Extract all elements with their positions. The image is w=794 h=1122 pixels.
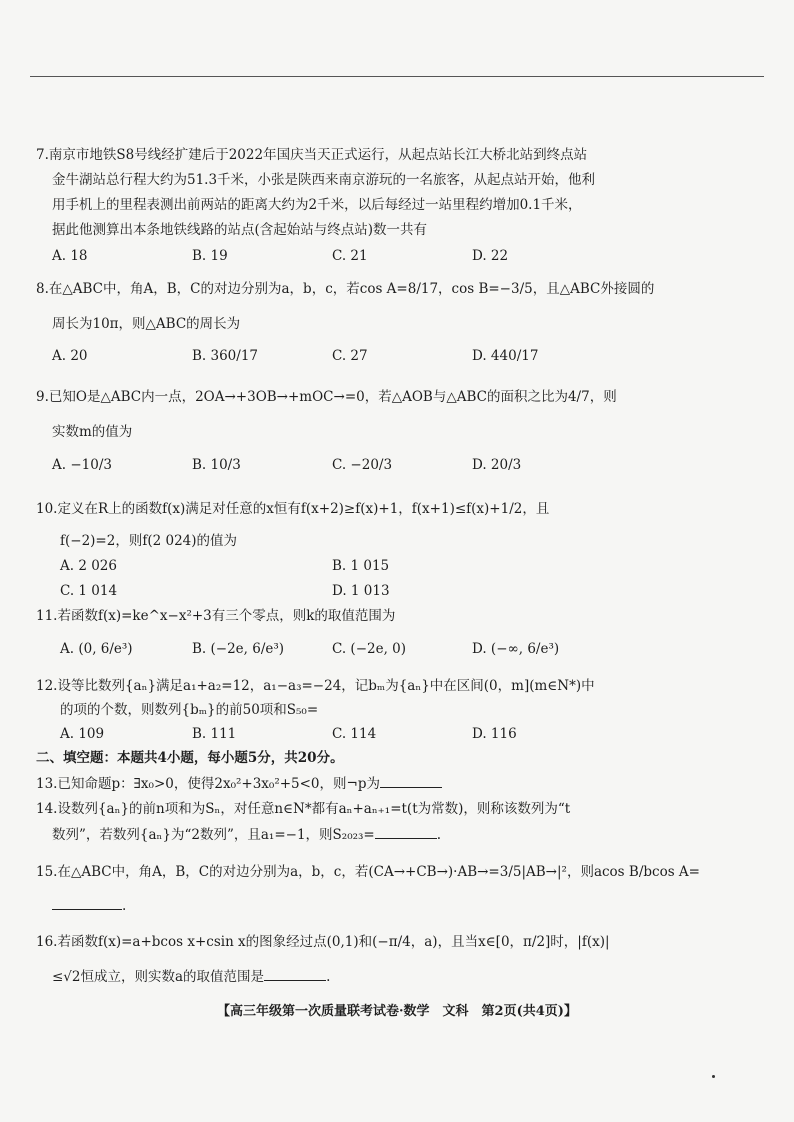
q7-option-d: D. 22 — [472, 248, 509, 264]
q13-line — [36, 775, 442, 793]
q7-line-1: 7.南京市地铁S8号线经扩建后于2022年国庆当天正式运行，从起点站长江大桥北站到终点站 — [36, 147, 588, 163]
q12-line-2: 的项的个数，则数列{bₘ}的前50项和S₅₀= — [60, 702, 319, 718]
q10-option-d: D. 1 013 — [332, 583, 390, 599]
q11-option-d: D. (−∞, 6/e³) — [472, 641, 560, 657]
q10-option-b: B. 1 015 — [332, 558, 390, 574]
q11-option-a: A. (0, 6/e³) — [60, 641, 133, 657]
q8-option-c: C. 27 — [332, 348, 368, 364]
q7-line-2: 金牛湖站总行程大约为51.3千米，小张是陕西来南京游玩的一名旅客，从起点站开始，他利 — [52, 172, 596, 188]
q14-text-2: 数列”，若数列{aₙ}为“2数列”，且a₁=−1，则S₂₀₂₃= — [52, 827, 375, 843]
q10-option-a: A. 2 026 — [60, 558, 117, 574]
q9-option-a: A. −10/3 — [52, 457, 112, 473]
q11-line-1: 11.若函数f(x)=ke^x−x²+3有三个零点，则k的取值范围为 — [36, 608, 396, 624]
q7-line-4: 据此他测算出本条地铁线路的站点(含起始站与终点站)数一共有 — [52, 222, 428, 238]
q16-line-1: 16.若函数f(x)=a+bcos x+csin x的图象经过点(0,1)和(−π/4，a)，且当x∈[0，π/2]时，|f(x)| — [36, 934, 610, 950]
q14-line-1: 14.设数列{aₙ}的前n项和为Sₙ，对任意n∈N*都有aₙ+aₙ₊₁=t(t为常数)，则称该数列为“t — [36, 801, 571, 817]
q11-option-b: B. (−2e, 6/e³) — [192, 641, 285, 657]
q12-option-b: B. 111 — [192, 726, 237, 742]
page-footer: 【高三年级第一次质量联考试卷·数学 文科 第2页(共4页)】 — [217, 1004, 577, 1019]
q14-line-2: 数列”，若数列{aₙ}为“2数列”，且a₁=−1，则S₂₀₂₃= . — [52, 827, 442, 843]
q8-option-b: B. 360/17 — [192, 348, 258, 364]
scan-speck — [712, 1075, 715, 1078]
q16-text-2: ≤√2恒成立，则实数a的取值范围是 — [52, 969, 265, 985]
q9-option-b: B. 10/3 — [192, 457, 241, 473]
q7-option-b: B. 19 — [192, 248, 228, 264]
q14-answer-blank[interactable] — [375, 826, 437, 839]
q7-option-c: C. 21 — [332, 248, 368, 264]
q11-option-c: C. (−2e, 0) — [332, 641, 407, 657]
q16-answer-blank[interactable] — [264, 968, 326, 981]
q12-option-c: C. 114 — [332, 726, 377, 742]
q15-line: 15.在△ABC中，角A，B，C的对边分别为a，b，c，若(CA→+CB→)·AB→=3/5|AB→|²，则acos B/bcos A= — [36, 864, 700, 880]
q16-line-2: ≤√2恒成立，则实数a的取值范围是 . — [52, 969, 331, 985]
q12-option-a: A. 109 — [60, 726, 105, 742]
q7-option-a: A. 18 — [52, 248, 88, 264]
q8-option-d: D. 440/17 — [472, 348, 539, 364]
q9-option-d: D. 20/3 — [472, 457, 522, 473]
q8-line-2: 周长为10π，则△ABC的周长为 — [52, 316, 241, 332]
q13-text: 13.已知命题p：∃x₀>0，使得2x₀²+3x₀²+5<0，则¬p为 — [36, 776, 380, 792]
q8-line-1: 8.在△ABC中，角A，B，C的对边分别为a，b，c，若cos A=8/17，cos B=−3/5，且△ABC外接圆的 — [36, 281, 655, 297]
q12-line-1: 12.设等比数列{aₙ}满足a₁+a₂=12，a₁−a₃=−24，记bₘ为{aₙ}中在区间(0，m](m∈N*)中 — [36, 678, 595, 694]
q12-option-d: D. 116 — [472, 726, 517, 742]
q9-option-c: C. −20/3 — [332, 457, 393, 473]
top-divider — [30, 76, 764, 77]
q15-answer-line: . — [52, 897, 126, 915]
q9-line-1: 9.已知O是△ABC内一点，2OA→+3OB→+mOC→=0，若△AOB与△ABC的面积之比为4/7，则 — [36, 389, 617, 405]
q8-option-a: A. 20 — [52, 348, 88, 364]
q10-line-1: 10.定义在R上的函数f(x)满足对任意的x恒有f(x+2)≥f(x)+1，f(x+1)≤f(x)+1/2，且 — [36, 501, 550, 517]
q10-option-c: C. 1 014 — [60, 583, 118, 599]
q7-line-3: 用手机上的里程表测出前两站的距离大约为2千米，以后每经过一站里程约增加0.1千米， — [52, 197, 582, 213]
q13-answer-blank[interactable] — [380, 775, 442, 788]
q9-line-2: 实数m的值为 — [52, 424, 133, 440]
section-fill-in-heading: 二、填空题：本题共4小题，每小题5分，共20分。 — [36, 750, 344, 766]
q15-answer-blank[interactable] — [52, 897, 122, 910]
q10-line-2: f(−2)=2，则f(2 024)的值为 — [60, 533, 238, 549]
